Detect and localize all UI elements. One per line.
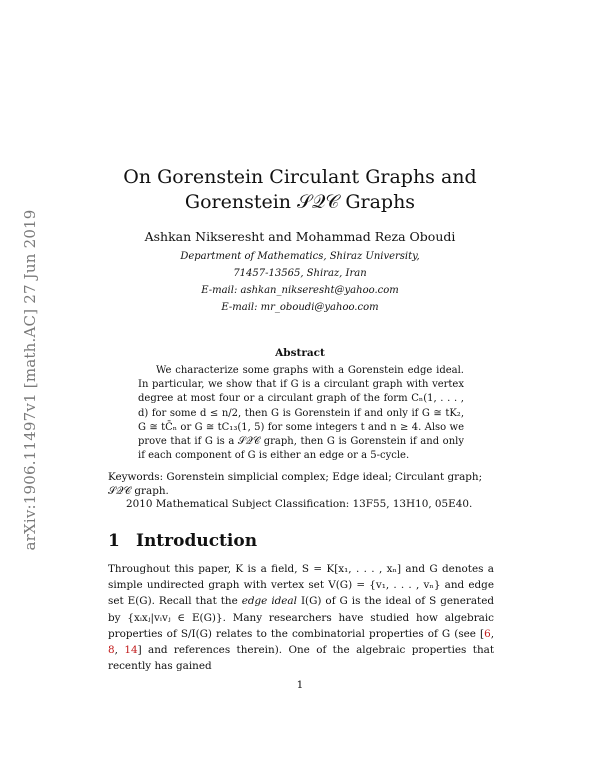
affiliation-city: 71457-13565, Shiraz, Iran — [233, 268, 367, 279]
section-number: 1 — [108, 531, 120, 551]
citation-separator: , — [114, 644, 125, 657]
intro-text-c: ] and references therein). One of the algebraic properties that recently has gained — [108, 644, 495, 673]
arxiv-stamp — [10, 170, 50, 590]
intro-term-edge-ideal: edge ideal — [241, 595, 297, 608]
authors: Ashkan Nikseresht and Mohammad Reza Oboudi — [144, 229, 456, 244]
page-number: 1 — [296, 679, 304, 691]
citation-link-6[interactable]: 6 — [484, 627, 491, 640]
section-title: Introduction — [136, 531, 258, 551]
msc-classification: 2010 Mathematical Subject Classification: 13F55, 13H10, 05E40. — [126, 498, 473, 510]
keywords: Keywords: Gorenstein simplicial complex; Edge ideal; Circulant graph; 𝒮𝒬𝒞 graph. — [108, 471, 483, 498]
affiliation-department: Department of Mathematics, Shiraz University, — [180, 251, 420, 262]
section-heading — [108, 531, 257, 551]
citation-link-8[interactable]: 8 — [108, 644, 115, 657]
abstract-text: We characterize some graphs with a Gorenstein edge ideal. In particular, we show that if G is a circulant graph with vertex degree at most four or a circulant graph of the form Cₙ(1, . . . , d) for some d ≤ n/2, then G is Gorenstein if and only if G ≅ tK₂, G ≅ tC̄ₙ or G ≅ tC₁₃(1, 5) for some integers t and n ≥ 4. Also we prove that if G is a 𝒮𝒬𝒞 graph, then G is Gorenstein if and only if each component of G is either an edge or a 5-cycle. — [138, 365, 464, 462]
paper-title-line-1: On Gorenstein Circulant Graphs and — [123, 166, 477, 188]
paper-title-line-2: Gorenstein 𝒮𝒬𝒞 Graphs — [184, 191, 416, 213]
intro-text-a: Throughout this paper, K is a field, S = K[x₁, . . . , xₙ] and G denotes a simple undirected graph with vertex set V(G) = {v₁, . . . , vₙ} and edge set E(G). Recall that the — [108, 563, 494, 608]
citation-link-14[interactable]: 14 — [124, 644, 138, 657]
arxiv-stamp-text: arXiv:1906.11497v1 [math.AC] 27 Jun 2019 — [21, 209, 39, 551]
affiliation-email-2: E-mail: mr_oboudi@yahoo.com — [221, 302, 379, 313]
citation-separator: , — [490, 627, 494, 640]
intro-text-b: I(G) of G is the ideal of S generated by {xᵢxⱼ|vᵢvⱼ ∈ E(G)}. Many researchers have studied how algebraic properties of S/I(G) relates to the combinatorial properties of G (see [ — [108, 595, 494, 640]
abstract — [138, 364, 464, 463]
introduction-paragraph — [108, 561, 494, 674]
affiliation-email-1: E-mail: ashkan_nikseresht@yahoo.com — [201, 285, 399, 296]
abstract-heading: Abstract — [275, 347, 325, 359]
